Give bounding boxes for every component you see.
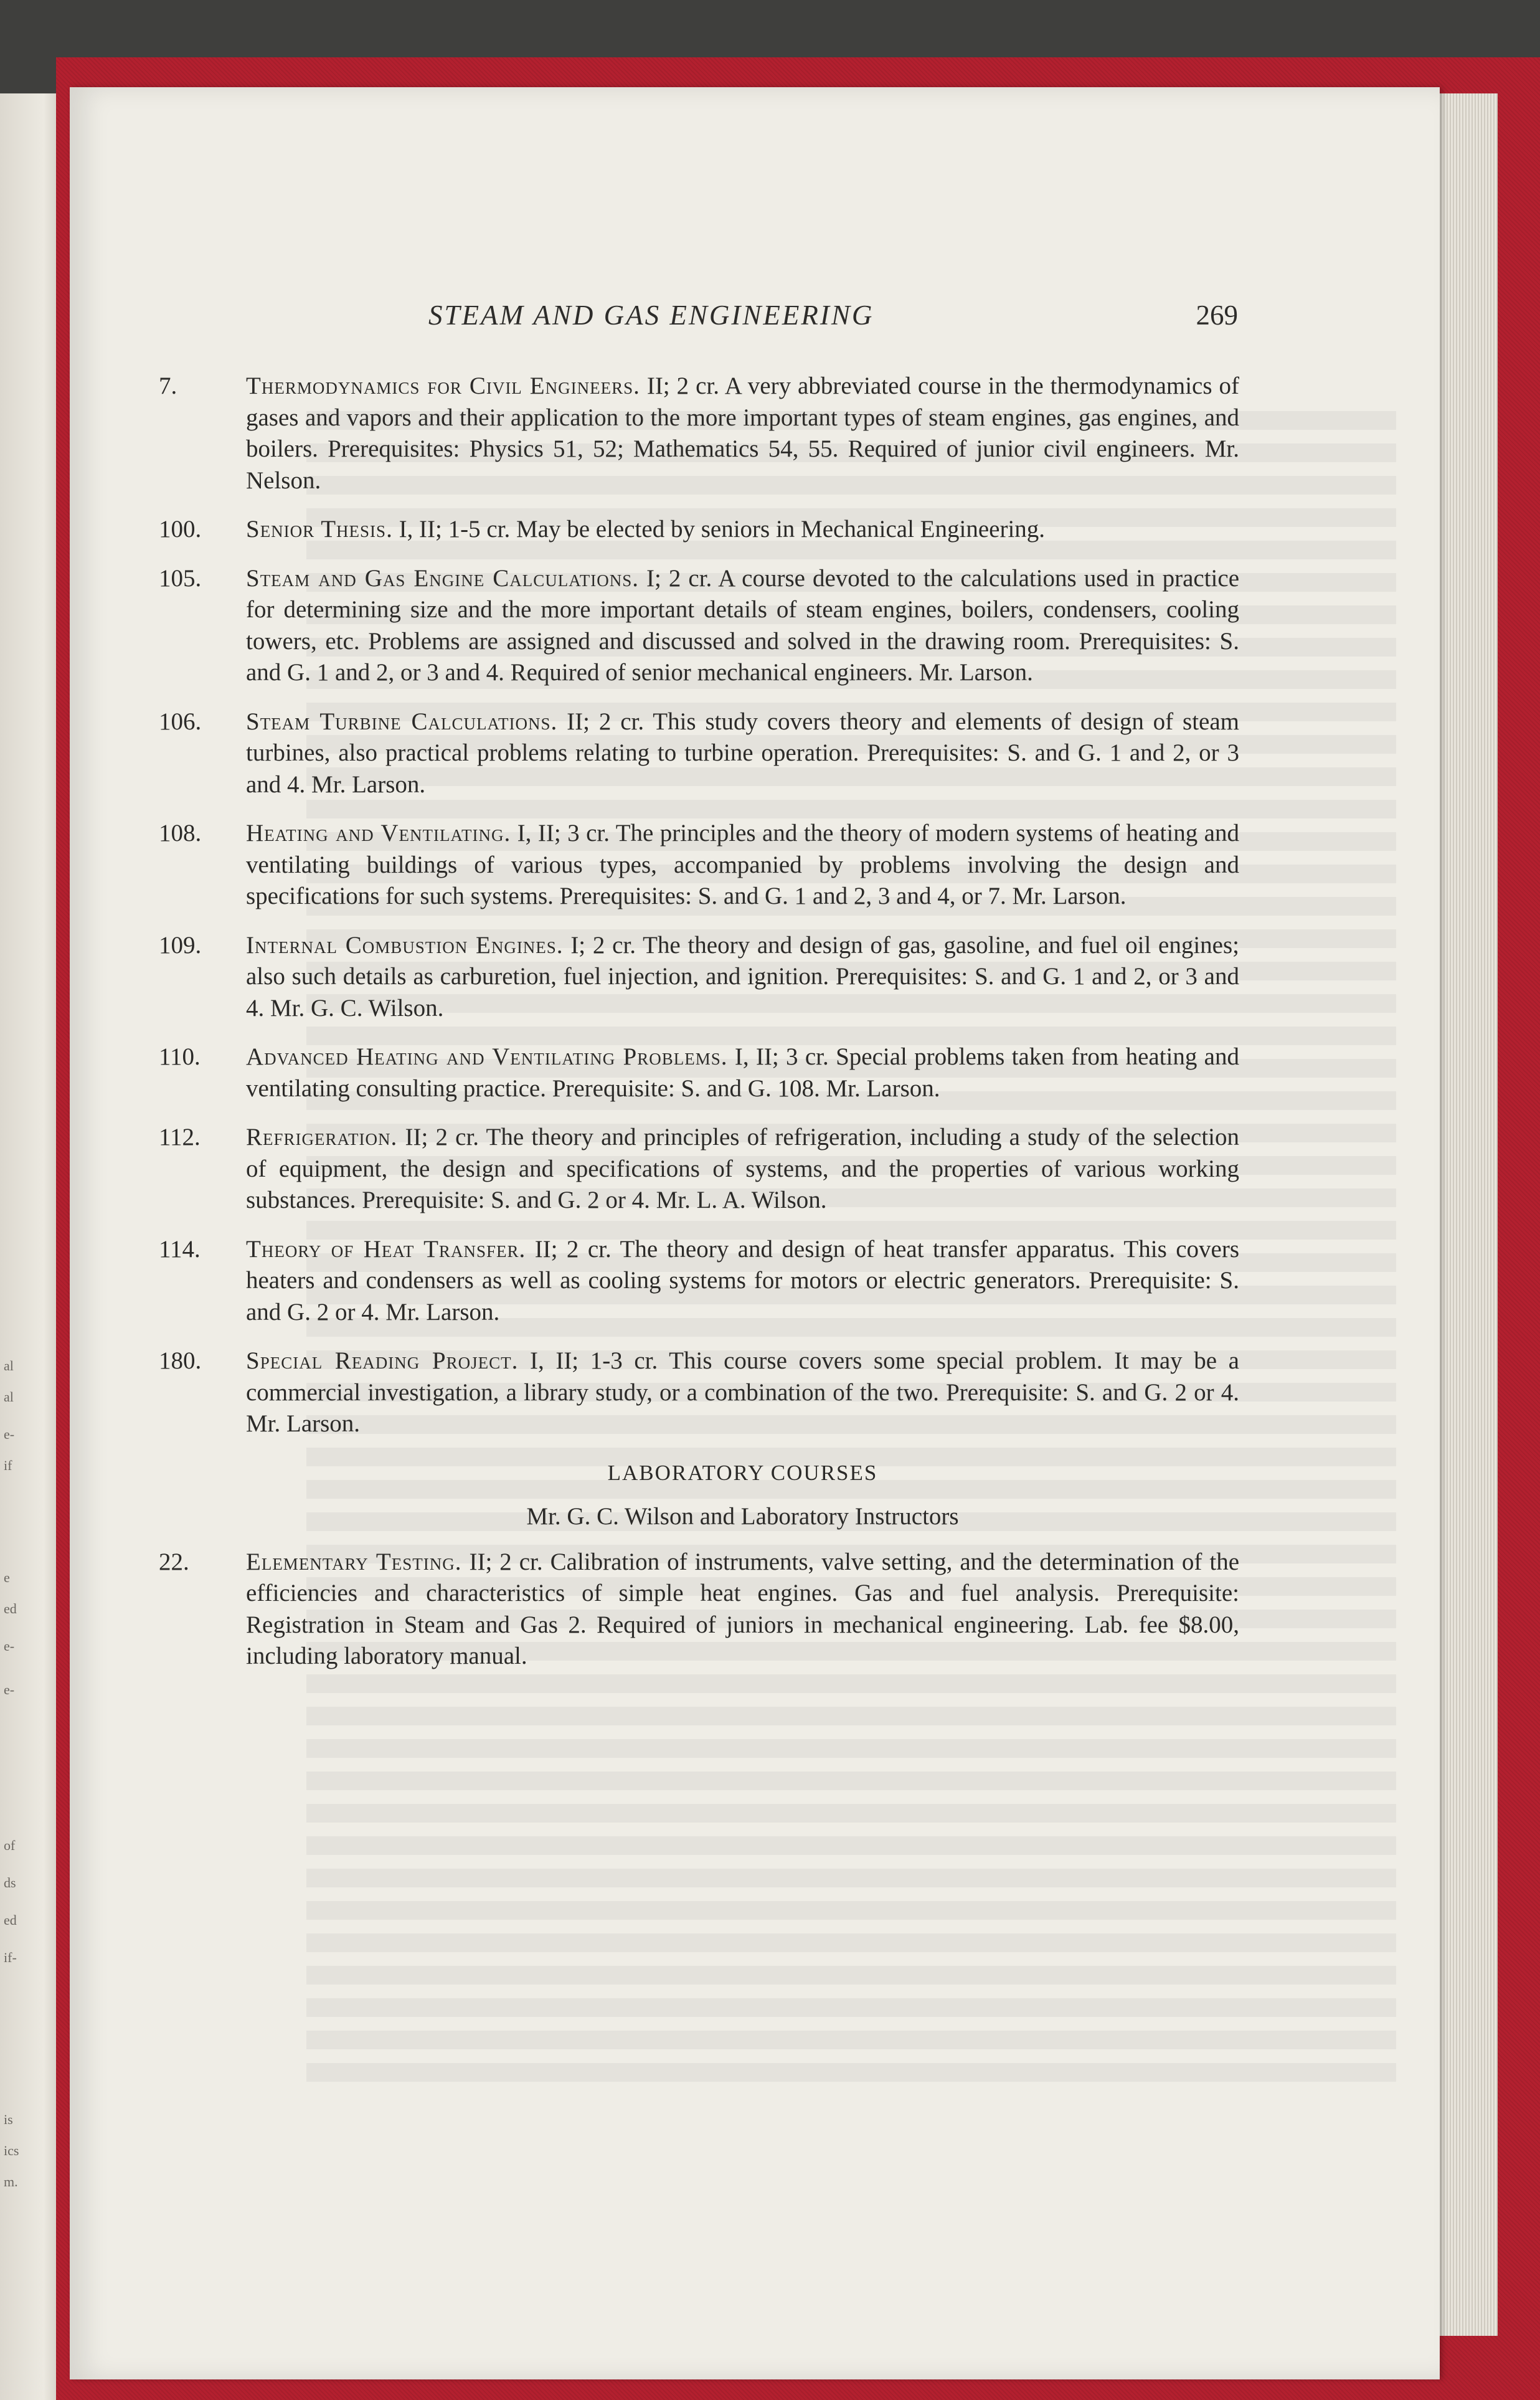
course-name: Internal Combustion Engines. xyxy=(246,931,564,959)
running-head-title: STEAM AND GAS ENGINEERING xyxy=(428,300,874,331)
left-page-fragment: ed xyxy=(4,1912,17,1928)
course-entry xyxy=(159,1041,1239,1104)
course-number: 108. xyxy=(159,820,202,847)
left-page-fragment: m. xyxy=(4,2174,18,2189)
course-name: Theory of Heat Transfer. xyxy=(246,1235,526,1263)
left-page-fragment: al xyxy=(4,1389,14,1405)
course-name: Elementary Testing. xyxy=(246,1548,462,1575)
course-description: II; 2 cr. The theory and principles of refrigeration, including a study of the selection of equipment, the design and specifications of systems, and the properties of various working substances. Prerequisite: S. and G. 2 or 4. Mr. L. A. Wilson. xyxy=(246,1124,1239,1213)
course-number: 7. xyxy=(159,372,177,399)
course-description: II; 2 cr. Calibration of instruments, valve setting, and the determination of the efficiencies and characteristics of simple heat engines. Gas and fuel analysis. Prerequisite: Registration in Steam and Gas 2. Required of juniors in mechanical engineering. Lab. fee $8.00, including laboratory manual. xyxy=(246,1548,1240,1669)
course-description: I, II; 3 cr. Special problems taken from heating and ventilating consulting practice. Prerequisite: S. and G. 108. Mr. Larson. xyxy=(246,1043,1239,1102)
course-number: 105. xyxy=(159,564,202,592)
left-page-fragment: e- xyxy=(4,1638,15,1654)
left-page-fragment: if xyxy=(4,1458,12,1473)
left-page-fragment: e xyxy=(4,1570,10,1585)
course-entry xyxy=(159,371,1239,496)
course-entry xyxy=(159,818,1239,913)
course-description: II; 2 cr. This study covers theory and elements of design of steam turbines, also practical problems relating to turbine operation. Prerequisites: S. and G. 1 and 2, or 3 and 4. Mr. Larson. xyxy=(246,708,1240,798)
left-page-fragment: al xyxy=(4,1358,14,1373)
section-heading: LABORATORY COURSES xyxy=(607,1460,878,1485)
course-number: 109. xyxy=(159,931,202,959)
course-entry xyxy=(159,1547,1239,1672)
course-entry xyxy=(159,1234,1239,1329)
course-number: 22. xyxy=(159,1548,189,1575)
course-name: Heating and Ventilating. xyxy=(246,820,511,847)
left-page-fragment: is xyxy=(4,2112,13,2127)
course-description: I; 2 cr. A course devoted to the calculations used in practice for determining size and the more important details of steam engines, boilers, condensers, cooling towers, etc. Problems are assigned and discussed and solved in the drawing room. Prerequisites: S. and G. 1 and 2, or 3 and 4. Required of senior mechanical engineers. Mr. Larson. xyxy=(246,564,1240,686)
course-name: Steam Turbine Calculations. xyxy=(246,708,558,735)
left-page-edge xyxy=(0,93,62,2400)
left-page-fragment: ds xyxy=(4,1875,16,1890)
course-entry xyxy=(159,514,1239,546)
left-page-fragment: e- xyxy=(4,1682,15,1697)
page-number: 269 xyxy=(1196,300,1238,331)
course-name: Advanced Heating and Ventilating Problems. xyxy=(246,1043,728,1070)
course-entry xyxy=(159,1122,1239,1217)
course-description: I, II; 3 cr. The principles and the theory of modern systems of heating and ventilating buildings of various types, accompanied by problems involving the design and specifications for such systems. Prerequisites: S. and G. 1 and 2, 3 and 4, or 7. Mr. Larson. xyxy=(246,820,1239,909)
course-description: I, II; 1-5 cr. May be elected by seniors in Mechanical Engineering. xyxy=(399,516,1046,543)
course-description: II; 2 cr. A very abbreviated course in the thermodynamics of gases and vapors and their application to the more important types of steam engines, gas engines, and boilers. Prerequisites: Physics 51, 52; Mathematics 54, 55. Required of junior civil engineers. Mr. Nelson. xyxy=(246,372,1240,494)
instructors-line: Mr. G. C. Wilson and Laboratory Instructors xyxy=(526,1503,959,1530)
course-entry xyxy=(159,1345,1239,1440)
course-number: 106. xyxy=(159,708,202,735)
course-number: 112. xyxy=(159,1124,201,1150)
left-page-fragment: e- xyxy=(4,1426,15,1442)
course-entry xyxy=(159,706,1239,801)
course-number: 180. xyxy=(159,1347,202,1374)
course-description: I; 2 cr. The theory and design of gas, gasoline, and fuel oil engines; also such details as carburetion, fuel injection, and ignition. Prerequisites: S. and G. 1 and 2, or 3 and 4. Mr. G. C. Wilson. xyxy=(246,931,1239,1022)
course-entry xyxy=(159,563,1239,689)
left-page-fragment: of xyxy=(4,1838,16,1853)
course-entry xyxy=(159,930,1239,1025)
course-name: Senior Thesis. xyxy=(246,516,393,543)
left-page-fragment: ed xyxy=(4,1601,17,1616)
course-name: Refrigeration. xyxy=(246,1124,398,1150)
left-page-fragment: ics xyxy=(4,2143,19,2158)
left-page-fragment: if- xyxy=(4,1950,17,1965)
course-number: 110. xyxy=(159,1043,201,1070)
course-listing xyxy=(159,371,1239,1690)
course-description: II; 2 cr. The theory and design of heat transfer apparatus. This covers heaters and condensers as well as cooling systems for motors or electric generators. Prerequisite: S. and G. 2 or 4. Mr. Larson. xyxy=(246,1235,1239,1326)
course-number: 100. xyxy=(159,516,202,543)
course-name: Thermodynamics for Civil Engineers. xyxy=(246,372,640,399)
course-description: I, II; 1-3 cr. This course covers some special problem. It may be a commercial investigation, a library study, or a combination of the two. Prerequisite: S. and G. 2 or 4. Mr. Larson. xyxy=(246,1347,1239,1437)
course-number: 114. xyxy=(159,1235,201,1263)
course-name: Special Reading Project. xyxy=(246,1347,519,1374)
course-name: Steam and Gas Engine Calculations. xyxy=(246,564,639,592)
